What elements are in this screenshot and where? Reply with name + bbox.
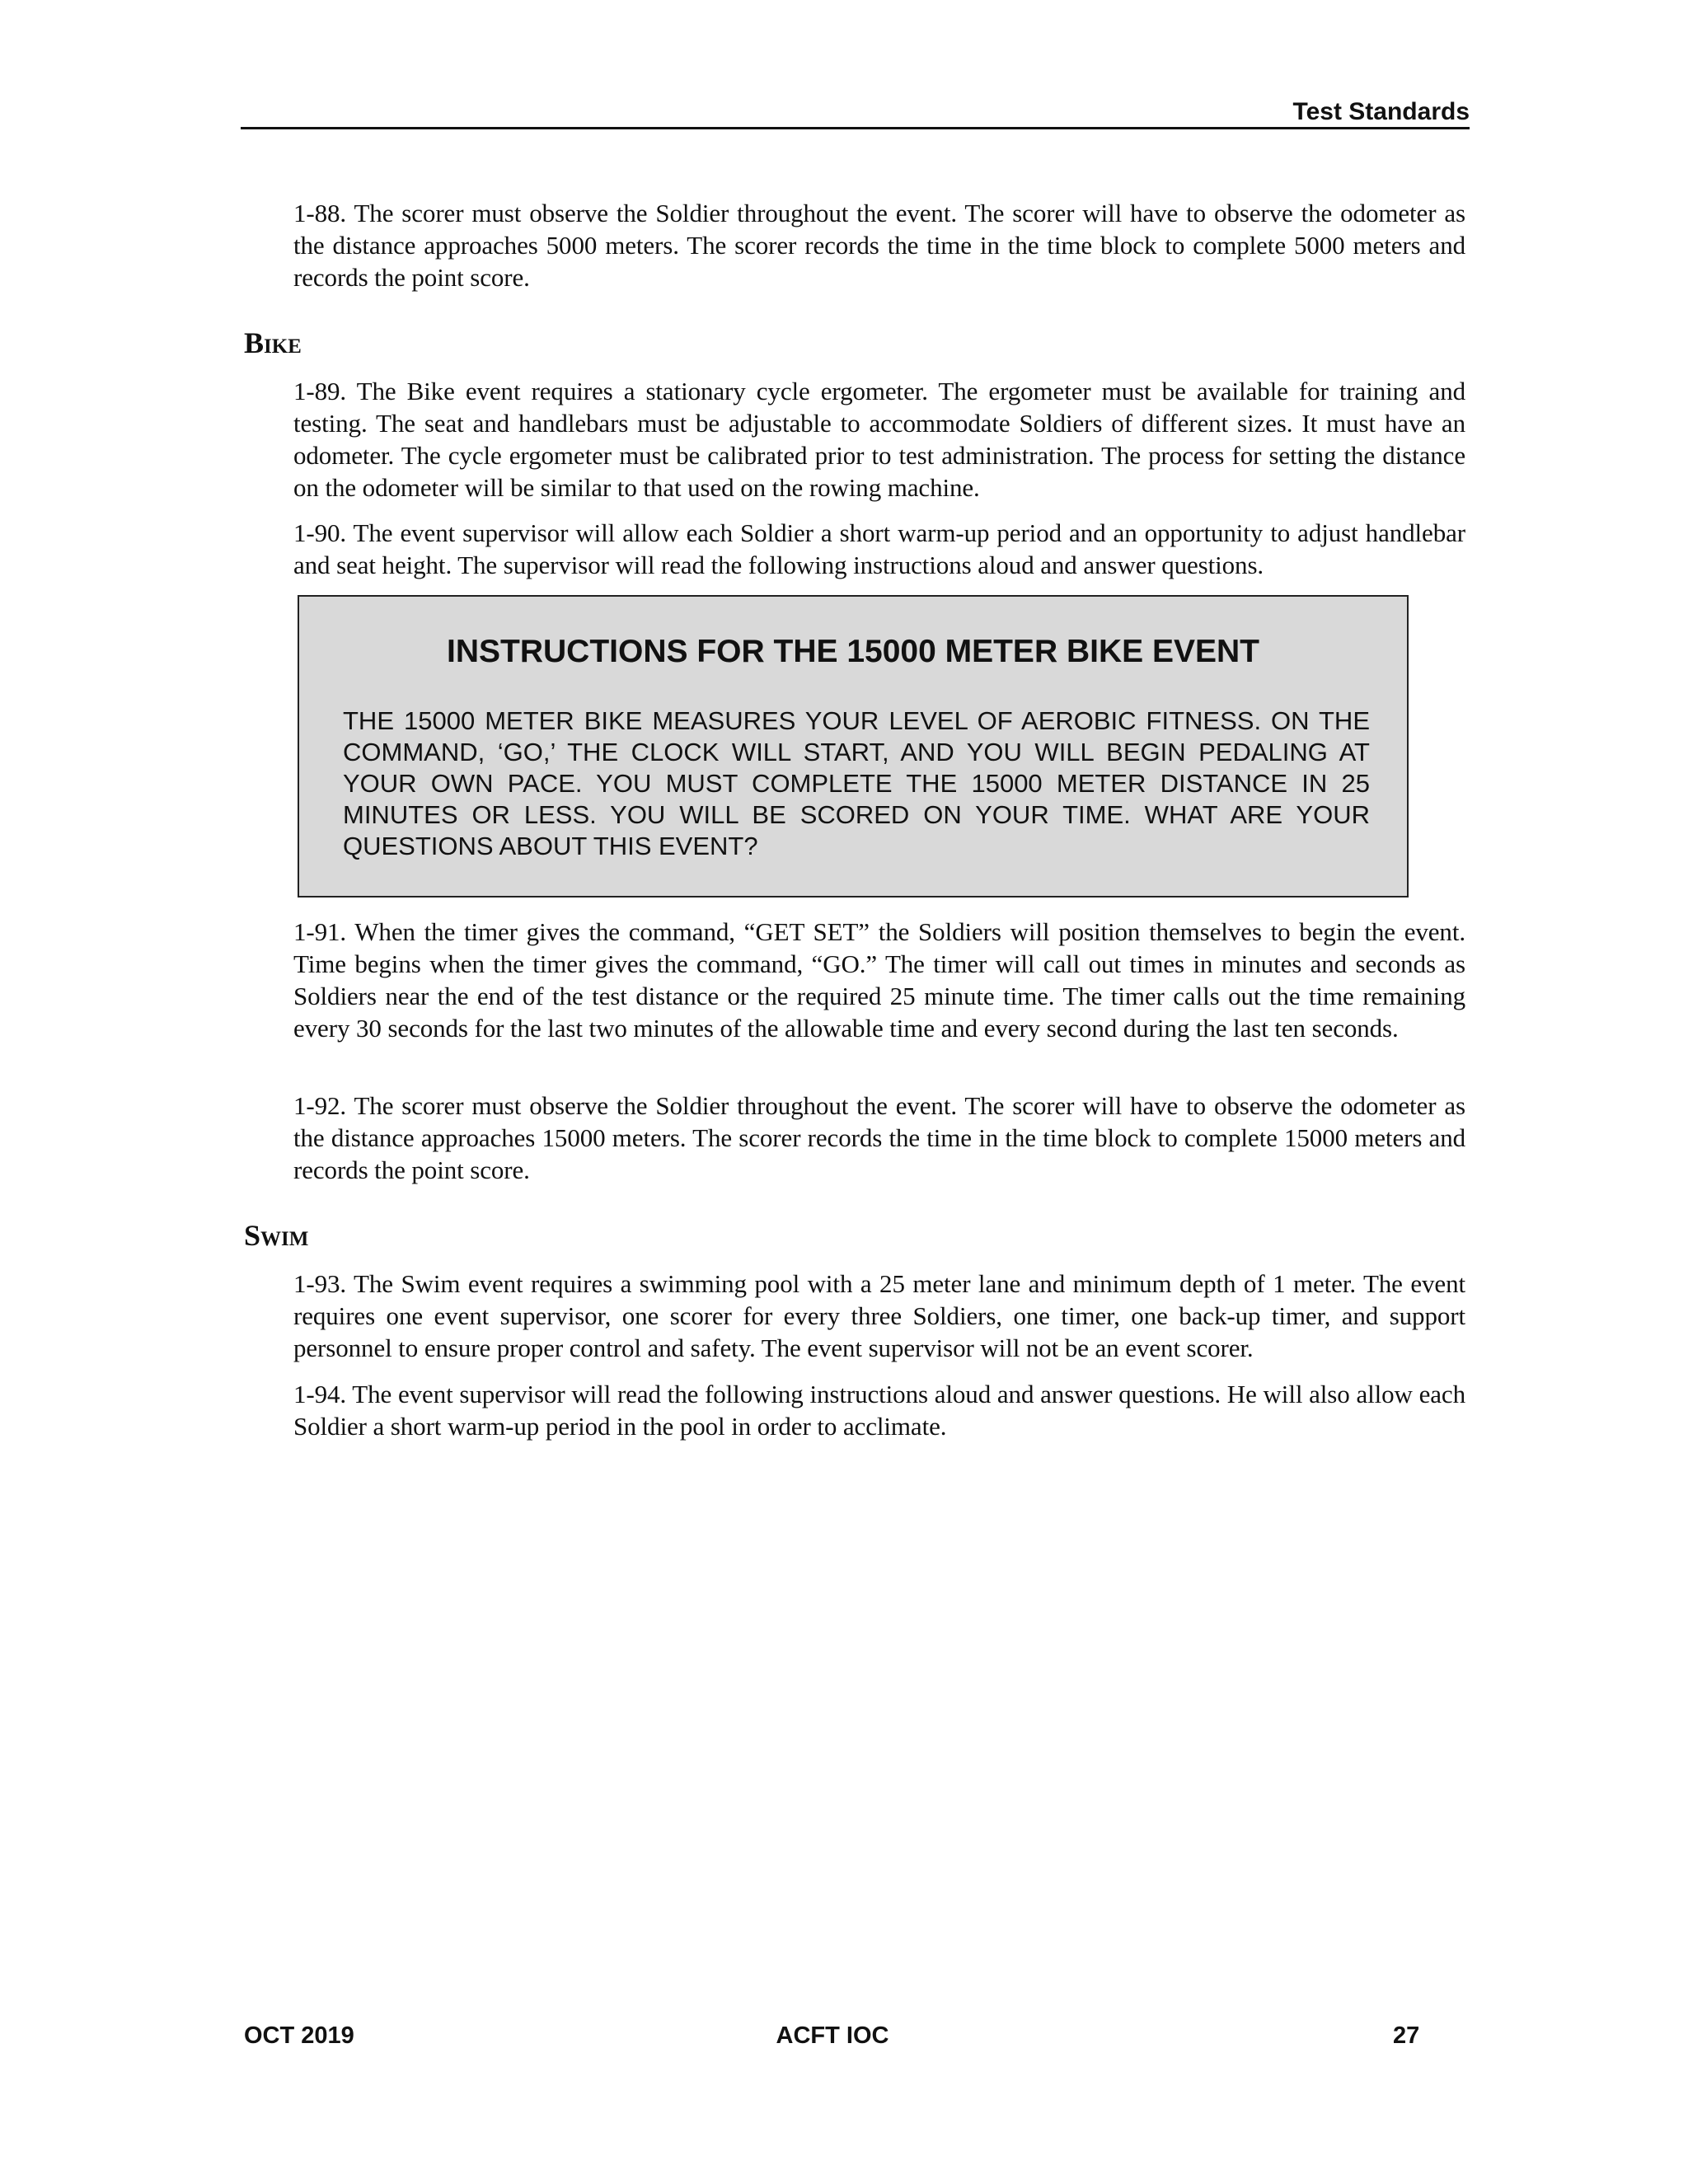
footer-publication: ACFT IOC: [776, 2022, 889, 2049]
section-heading-bike: Bike: [244, 326, 302, 359]
paragraph-1-88: 1-88. The scorer must observe the Soldier throughout the event. The scorer will have to observe the odometer as the distance approaches 5000 meters. The scorer records the time in the time block to complete 5000 meters and records the point score.: [293, 199, 1465, 292]
paragraph-1-91: 1-91. When the timer gives the command, “GET SET” the Soldiers will position themselves to begin the event. Time begins when the timer gives the command, “GO.” The timer will call out times in minutes and seconds as Soldiers near the end of the test distance or the required 25 minute time. The timer calls out the time remaining every 30 seconds for the last two minutes of the allowable time and every second during the last ten seconds.: [293, 917, 1465, 1043]
paragraph-1-89: 1-89. The Bike event requires a stationary cycle ergometer. The ergometer must be available for training and testing. The seat and handlebars must be adjustable to accommodate Soldiers of different sizes. It must have an odometer. The cycle ergometer must be calibrated prior to test administration. The process for setting the distance on the odometer will be similar to that used on the rowing machine.: [293, 377, 1465, 502]
running-header-title: Test Standards: [1292, 98, 1470, 125]
footer-page-number: 27: [1393, 2022, 1420, 2049]
paragraph-1-92: 1-92. The scorer must observe the Soldier throughout the event. The scorer will have to observe the odometer as the distance approaches 15000 meters. The scorer records the time in the time block to complete 15000 meters and records the point score.: [293, 1091, 1465, 1184]
paragraph-1-93: 1-93. The Swim event requires a swimming pool with a 25 meter lane and minimum depth of 1 meter. The event requires one event supervisor, one scorer for every three Soldiers, one timer, one back-up timer, and support personnel to ensure proper control and safety. The event supervisor will not be an event scorer.: [293, 1269, 1465, 1362]
section-heading-swim: Swim: [244, 1219, 309, 1252]
paragraph-1-94: 1-94. The event supervisor will read the following instructions aloud and answer questions. He will also allow each Soldier a short warm-up period in the pool in order to acclimate.: [293, 1380, 1465, 1441]
instruction-box-body: THE 15000 METER BIKE MEASURES YOUR LEVEL OF AEROBIC FITNESS. ON THE COMMAND, ‘GO,’ THE CLOCK WILL START, AND YOU WILL BEGIN PEDALING AT YOUR OWN PACE. YOU MUST COMPLETE THE 15000 METER DISTANCE IN 25 MINUTES OR LESS. YOU WILL BE SCORED ON YOUR TIME. WHAT ARE YOUR QUESTIONS ABOUT THIS EVENT?: [343, 706, 1370, 860]
paragraph-1-90: 1-90. The event supervisor will allow each Soldier a short warm-up period and an opportunity to adjust handlebar and seat height. The supervisor will read the following instructions aloud and answer questions.: [293, 518, 1465, 579]
instruction-box: [298, 595, 1409, 898]
instruction-box-title: INSTRUCTIONS FOR THE 15000 METER BIKE EVENT: [447, 634, 1259, 669]
footer-date: OCT 2019: [244, 2022, 354, 2049]
header-rule: [241, 127, 1470, 129]
